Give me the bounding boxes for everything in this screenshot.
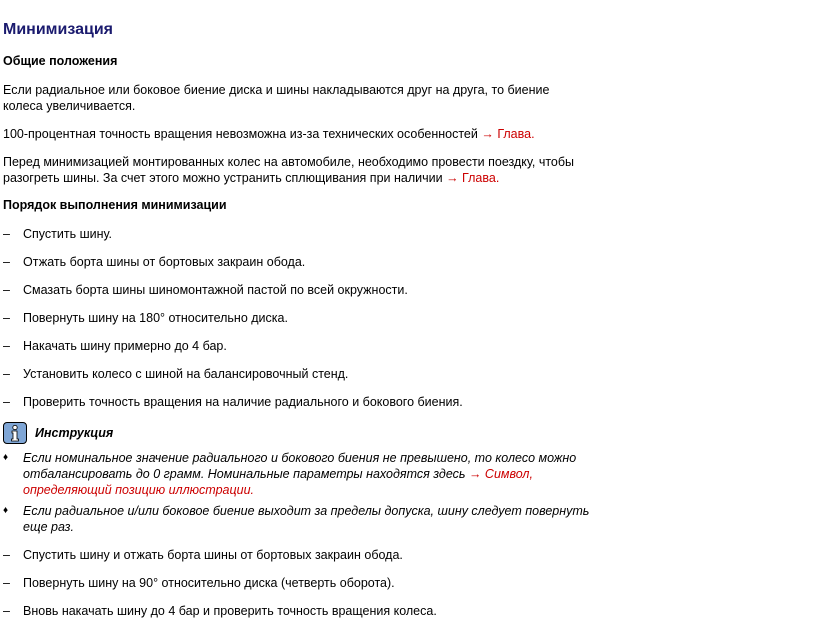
chapter-link-1[interactable]: → Глава. bbox=[481, 127, 535, 141]
paragraph-runout: Если радиальное или боковое биение диска и шины накладываются друг на друга, то биение колеса увеличивается. bbox=[3, 83, 550, 113]
paragraph-accuracy bbox=[3, 126, 603, 142]
section-heading-general: Общие положения bbox=[3, 54, 118, 68]
paragraph-warmup-text: Перед минимизацией монтированных колес на автомобиле, необходимо провести поездку, чтобы разогреть шины. За счет этого можно устранить сплющивания при наличии bbox=[3, 155, 575, 185]
instruction-label: Инструкция bbox=[35, 426, 114, 440]
note-bullet-text: Если номинальное значение радиального и бокового биения не превышено, то колесо можно отбалансировать до 0 грамм. Номинальные параметры находятся здесь bbox=[23, 451, 577, 481]
section-heading-procedure: Порядок выполнения минимизации bbox=[3, 198, 227, 212]
paragraph-accuracy-text: 100-процентная точность вращения невозможна из-за технических особенностей bbox=[3, 127, 478, 141]
note-bullet-text: Если радиальное и/или боковое биение выходит за пределы допуска, шину следует повернуть еще раз. bbox=[23, 504, 590, 534]
page-title: Минимизация bbox=[3, 21, 113, 38]
paragraph-warmup bbox=[3, 154, 603, 186]
chapter-link-2[interactable]: → Глава. bbox=[446, 171, 500, 185]
illustration-link[interactable]: → Символ, определяющий позицию иллюстрации. bbox=[23, 467, 533, 497]
info-icon bbox=[3, 422, 27, 444]
